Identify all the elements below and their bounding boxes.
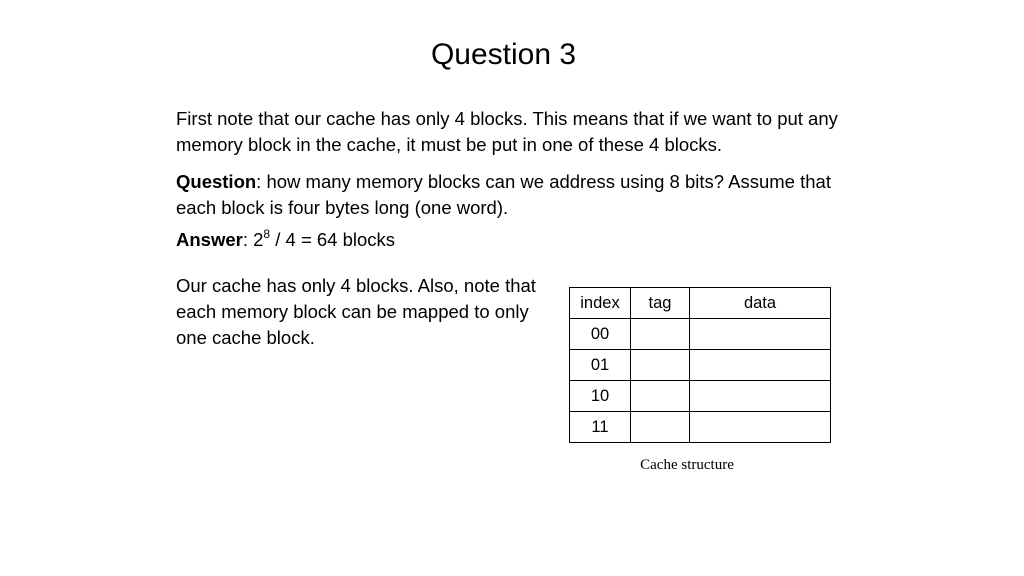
answer-rest: / 4 = 64 blocks [270, 229, 396, 250]
cell-tag [631, 412, 690, 443]
cell-tag [631, 319, 690, 350]
question-paragraph [176, 169, 856, 221]
cell-index: 11 [570, 412, 631, 443]
table-row [570, 412, 831, 443]
slide-title: Question 3 [430, 38, 577, 71]
cell-tag [631, 381, 690, 412]
question-label: Question [176, 171, 257, 192]
mapping-paragraph: Our cache has only 4 blocks. Also, note that each memory block can be mapped to only one cache block. [176, 275, 536, 348]
cell-data [690, 319, 831, 350]
table-row [570, 319, 831, 350]
cell-tag [631, 350, 690, 381]
answer-base: : 2 [242, 229, 264, 250]
cache-table [569, 287, 831, 443]
cell-data [690, 381, 831, 412]
table-row [570, 381, 831, 412]
table-row [570, 350, 831, 381]
cell-data [690, 412, 831, 443]
answer-label: Answer [176, 229, 243, 250]
cell-index: 01 [570, 350, 631, 381]
intro-paragraph: First note that our cache has only 4 blocks. This means that if we want to put any memory block in the cache, it must be put in one of these 4 blocks. [176, 108, 838, 155]
table-caption: Cache structure [640, 457, 734, 473]
answer-paragraph [176, 227, 576, 253]
answer-exponent: 8 [263, 226, 271, 241]
header-data: data [690, 288, 831, 319]
question-text: : how many memory blocks can we address using 8 bits? Assume that each block is four bytes long (one word). [176, 171, 831, 218]
header-tag: tag [631, 288, 690, 319]
cell-index: 10 [570, 381, 631, 412]
header-index: index [570, 288, 631, 319]
table-header-row [570, 288, 831, 319]
cell-data [690, 350, 831, 381]
cell-index: 00 [570, 319, 631, 350]
